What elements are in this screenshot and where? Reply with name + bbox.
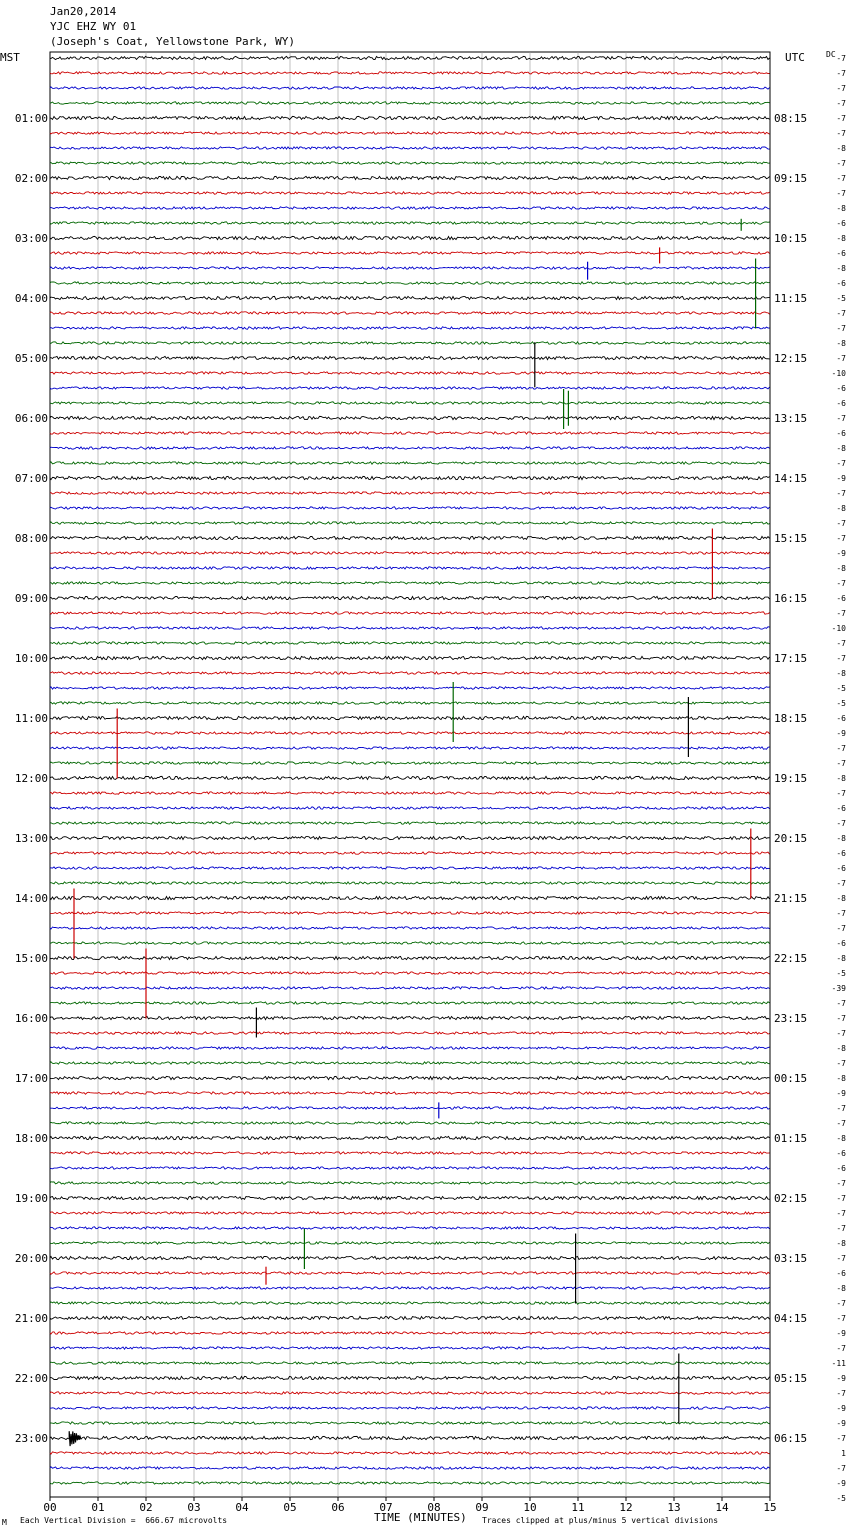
- trace-row: [50, 656, 770, 659]
- dc-offset-label: -5: [836, 1494, 846, 1503]
- left-timezone-label: MST: [0, 51, 20, 64]
- trace-row: [50, 687, 770, 689]
- trace-row: [50, 447, 770, 449]
- right-timezone-label: UTC: [785, 51, 805, 64]
- right-hour-label: 11:15: [774, 292, 808, 305]
- trace-row: [50, 236, 770, 239]
- trace-row: [50, 522, 770, 524]
- dc-offset-label: -5: [836, 969, 846, 978]
- clip-note: Traces clipped at plus/minus 5 vertical divisions: [482, 1516, 719, 1525]
- trace-row: [50, 432, 770, 434]
- trace-row: [50, 132, 770, 134]
- dc-offset-label: -9: [836, 1329, 846, 1338]
- trace-row: [50, 1452, 770, 1454]
- dc-offset-label: -6: [836, 384, 846, 393]
- trace-row: [50, 987, 770, 989]
- right-hour-label: 17:15: [774, 652, 808, 665]
- trace-row: [50, 1316, 770, 1319]
- trace-row: [50, 716, 770, 719]
- dc-offset-label: -7: [836, 654, 846, 663]
- dc-offset-label: -6: [836, 279, 846, 288]
- dc-offset-label: -8: [836, 1284, 846, 1293]
- x-tick-label: 12: [619, 1501, 633, 1514]
- trace-row: [50, 1362, 770, 1364]
- left-hour-label: 12:00: [14, 772, 48, 785]
- dc-offset-label: -6: [836, 1164, 846, 1173]
- trace-row: [50, 1122, 770, 1124]
- x-axis-title: TIME (MINUTES): [374, 1511, 467, 1524]
- trace-row: [50, 1287, 770, 1289]
- trace-row: [50, 1407, 770, 1409]
- trace-row: [50, 1047, 770, 1049]
- dc-offset-label: -7: [836, 1059, 846, 1068]
- dc-offset-label: -7: [836, 54, 846, 63]
- trace-row: [50, 1256, 770, 1259]
- trace-row: [50, 942, 770, 944]
- trace-row: [50, 1002, 770, 1004]
- dc-offset-label: -7: [836, 99, 846, 108]
- dc-offset-label: -8: [836, 774, 846, 783]
- right-hour-label: 04:15: [774, 1312, 808, 1325]
- dc-offset-label: -8: [836, 234, 846, 243]
- right-hour-label: 14:15: [774, 472, 808, 485]
- x-tick-label: 11: [571, 1501, 585, 1514]
- dc-offset-label: -7: [836, 579, 846, 588]
- dc-offset-label: -6: [836, 1149, 846, 1158]
- dc-offset-label: -7: [836, 1434, 846, 1443]
- left-hour-label: 15:00: [14, 952, 48, 965]
- trace-row: [50, 492, 770, 494]
- dc-offset-label: -8: [836, 669, 846, 678]
- dc-offset-label: -8: [836, 144, 846, 153]
- dc-label: DC: [826, 50, 836, 59]
- dc-offset-label: -7: [836, 69, 846, 78]
- trace-row: [50, 1347, 770, 1349]
- left-hour-label: 16:00: [14, 1012, 48, 1025]
- dc-offset-label: -7: [836, 519, 846, 528]
- right-hour-label: 12:15: [774, 352, 808, 365]
- trace-row: [50, 612, 770, 614]
- trace-row: [50, 567, 770, 569]
- header-date: Jan20,2014: [50, 5, 117, 18]
- dc-offset-label: -8: [836, 504, 846, 513]
- dc-offset-label: -6: [836, 804, 846, 813]
- dc-offset-label: -7: [836, 1029, 846, 1038]
- scale-note: Each Vertical Division = 666.67 microvolts: [20, 1516, 228, 1525]
- trace-row: [50, 536, 770, 539]
- dc-offset-label: -7: [836, 1299, 846, 1308]
- left-hour-label: 11:00: [14, 712, 48, 725]
- trace-row: [50, 747, 770, 749]
- x-tick-label: 10: [523, 1501, 537, 1514]
- dc-offset-label: -7: [836, 744, 846, 753]
- dc-offset-label: -7: [836, 1179, 846, 1188]
- trace-row: [50, 1436, 770, 1439]
- dc-offset-label: -7: [836, 639, 846, 648]
- header-location: (Joseph's Coat, Yellowstone Park, WY): [50, 35, 296, 48]
- left-hour-label: 13:00: [14, 832, 48, 845]
- trace-row: [50, 896, 770, 899]
- dc-offset-label: -7: [836, 609, 846, 618]
- trace-row: [50, 1107, 770, 1109]
- dc-offset-label: -7: [836, 309, 846, 318]
- dc-offset-label: -9: [836, 1089, 846, 1098]
- right-hour-label: 02:15: [774, 1192, 808, 1205]
- trace-row: [50, 1392, 770, 1394]
- dc-offset-label: -7: [836, 1314, 846, 1323]
- dc-offset-label: -6: [836, 219, 846, 228]
- dc-offset-label: -6: [836, 714, 846, 723]
- dc-offset-label: -6: [836, 429, 846, 438]
- trace-row: [50, 116, 770, 119]
- trace-row: [50, 476, 770, 479]
- left-hour-label: 01:00: [14, 112, 48, 125]
- dc-offset-label: -6: [836, 864, 846, 873]
- right-hour-label: 03:15: [774, 1252, 808, 1265]
- trace-row: [50, 1272, 770, 1274]
- trace-row: [50, 867, 770, 869]
- trace-row: [50, 1016, 770, 1019]
- dc-offset-label: -9: [836, 1374, 846, 1383]
- trace-row: [50, 1062, 770, 1064]
- trace-row: [50, 732, 770, 734]
- trace-row: [50, 402, 770, 404]
- dc-offset-label: -7: [836, 909, 846, 918]
- dc-offset-label: -8: [836, 444, 846, 453]
- right-hour-label: 05:15: [774, 1372, 808, 1385]
- trace-row: [50, 192, 770, 194]
- dc-offset-label: -7: [836, 459, 846, 468]
- right-hour-label: 09:15: [774, 172, 808, 185]
- dc-offset-label: -5: [836, 699, 846, 708]
- trace-row: [50, 356, 770, 359]
- trace-row: [50, 1032, 770, 1034]
- trace-row: [50, 507, 770, 509]
- dc-offset-label: -7: [836, 1194, 846, 1203]
- trace-row: [50, 1152, 770, 1154]
- trace-row: [50, 327, 770, 329]
- dc-offset-label: -7: [836, 414, 846, 423]
- dc-offset-label: -10: [831, 369, 846, 378]
- x-tick-label: 01: [91, 1501, 105, 1514]
- left-hour-label: 09:00: [14, 592, 48, 605]
- trace-row: [50, 642, 770, 644]
- dc-offset-label: -7: [836, 789, 846, 798]
- right-hour-label: 15:15: [774, 532, 808, 545]
- trace-row: [50, 1422, 770, 1424]
- left-hour-label: 08:00: [14, 532, 48, 545]
- left-hour-label: 10:00: [14, 652, 48, 665]
- dc-offset-label: -6: [836, 939, 846, 948]
- left-hour-label: 22:00: [14, 1372, 48, 1385]
- right-hour-label: 16:15: [774, 592, 808, 605]
- dc-offset-label: -6: [836, 1269, 846, 1278]
- dc-offset-label: -8: [836, 264, 846, 273]
- right-hour-label: 22:15: [774, 952, 808, 965]
- x-tick-label: 13: [667, 1501, 681, 1514]
- trace-row: [50, 852, 770, 854]
- left-hour-label: 19:00: [14, 1192, 48, 1205]
- dc-offset-label: -7: [836, 759, 846, 768]
- x-tick-label: 09: [475, 1501, 489, 1514]
- left-hour-label: 14:00: [14, 892, 48, 905]
- dc-offset-label: -9: [836, 729, 846, 738]
- dc-offset-label: -7: [836, 999, 846, 1008]
- dc-offset-label: -7: [836, 1104, 846, 1113]
- trace-row: [50, 822, 770, 824]
- dc-offset-label: -7: [836, 1254, 846, 1263]
- x-tick-label: 02: [139, 1501, 153, 1514]
- dc-offset-label: -7: [836, 1464, 846, 1473]
- trace-row: [50, 702, 770, 704]
- trace-row: [50, 807, 770, 809]
- trace-row: [50, 462, 770, 464]
- dc-offset-label: -6: [836, 399, 846, 408]
- right-hour-label: 00:15: [774, 1072, 808, 1085]
- dc-offset-label: -7: [836, 174, 846, 183]
- trace-row: [50, 387, 770, 389]
- trace-row: [50, 416, 770, 419]
- dc-offset-label: -9: [836, 1404, 846, 1413]
- trace-row: [50, 792, 770, 794]
- dc-offset-label: -7: [836, 129, 846, 138]
- dc-offset-label: -9: [836, 549, 846, 558]
- dc-offset-label: -6: [836, 849, 846, 858]
- dc-offset-label: -7: [836, 1224, 846, 1233]
- left-hour-label: 05:00: [14, 352, 48, 365]
- left-hour-label: 17:00: [14, 1072, 48, 1085]
- dc-offset-label: -6: [836, 249, 846, 258]
- trace-row: [50, 342, 770, 344]
- dc-offset-label: -7: [836, 1119, 846, 1128]
- trace-row: [50, 252, 770, 254]
- trace-row: [50, 1332, 770, 1334]
- header-station: YJC EHZ WY 01: [50, 20, 137, 33]
- trace-row: [50, 552, 770, 554]
- dc-offset-label: -7: [836, 489, 846, 498]
- trace-row: [50, 176, 770, 179]
- trace-row: [50, 312, 770, 314]
- dc-offset-label: -7: [836, 879, 846, 888]
- right-hour-label: 21:15: [774, 892, 808, 905]
- trace-row: [50, 762, 770, 764]
- x-tick-label: 08: [427, 1501, 441, 1514]
- trace-row: [50, 207, 770, 209]
- corner-mark: M: [2, 1518, 7, 1527]
- right-hour-label: 06:15: [774, 1432, 808, 1445]
- dc-offset-label: -7: [836, 1389, 846, 1398]
- dc-offset-label: -11: [831, 1359, 846, 1368]
- dc-offset-label: -8: [836, 204, 846, 213]
- dc-offset-label: -10: [831, 624, 846, 633]
- right-hour-label: 10:15: [774, 232, 808, 245]
- dc-offset-label: -7: [836, 114, 846, 123]
- dc-offset-label: -5: [836, 684, 846, 693]
- trace-row: [50, 282, 770, 284]
- seismic-event: [69, 1431, 81, 1446]
- dc-offset-label: -7: [836, 324, 846, 333]
- trace-row: [50, 1302, 770, 1304]
- plot-frame: [50, 52, 770, 1497]
- trace-row: [50, 147, 770, 149]
- left-hour-label: 23:00: [14, 1432, 48, 1445]
- right-hour-label: 19:15: [774, 772, 808, 785]
- trace-row: [50, 627, 770, 629]
- trace-row: [50, 596, 770, 599]
- right-hour-label: 01:15: [774, 1132, 808, 1145]
- left-hour-label: 04:00: [14, 292, 48, 305]
- x-tick-label: 00: [43, 1501, 57, 1514]
- left-hour-label: 21:00: [14, 1312, 48, 1325]
- x-tick-label: 04: [235, 1501, 249, 1514]
- left-hour-label: 07:00: [14, 472, 48, 485]
- trace-row: [50, 1076, 770, 1079]
- trace-row: [50, 672, 770, 674]
- x-tick-label: 03: [187, 1501, 201, 1514]
- trace-row: [50, 1212, 770, 1214]
- trace-row: [50, 102, 770, 104]
- trace-row: [50, 912, 770, 914]
- trace-row: [50, 1196, 770, 1199]
- trace-row: [50, 1182, 770, 1184]
- x-tick-label: 06: [331, 1501, 345, 1514]
- dc-offset-label: -8: [836, 339, 846, 348]
- right-hour-label: 20:15: [774, 832, 808, 845]
- dc-offset-label: 1: [841, 1449, 846, 1458]
- right-hour-label: 18:15: [774, 712, 808, 725]
- trace-row: [50, 56, 770, 59]
- right-hour-label: 13:15: [774, 412, 808, 425]
- trace-row: [50, 87, 770, 89]
- trace-row: [50, 1167, 770, 1169]
- dc-offset-label: -9: [836, 474, 846, 483]
- left-hour-label: 03:00: [14, 232, 48, 245]
- x-tick-label: 15: [763, 1501, 777, 1514]
- dc-offset-label: -7: [836, 534, 846, 543]
- dc-offset-label: -6: [836, 594, 846, 603]
- trace-row: [50, 296, 770, 299]
- trace-row: [50, 972, 770, 974]
- dc-offset-label: -7: [836, 189, 846, 198]
- trace-row: [50, 1376, 770, 1379]
- trace-row: [50, 836, 770, 839]
- trace-row: [50, 1092, 770, 1094]
- right-hour-label: 23:15: [774, 1012, 808, 1025]
- trace-row: [50, 1467, 770, 1469]
- dc-offset-label: -8: [836, 954, 846, 963]
- dc-offset-label: -7: [836, 1344, 846, 1353]
- right-hour-label: 08:15: [774, 112, 808, 125]
- dc-offset-label: -7: [836, 354, 846, 363]
- trace-row: [50, 372, 770, 374]
- left-hour-label: 18:00: [14, 1132, 48, 1145]
- dc-offset-label: -8: [836, 564, 846, 573]
- trace-row: [50, 267, 770, 269]
- dc-offset-label: -7: [836, 924, 846, 933]
- dc-offset-label: -7: [836, 1209, 846, 1218]
- dc-offset-label: -7: [836, 159, 846, 168]
- trace-row: [50, 1242, 770, 1244]
- dc-offset-label: -7: [836, 1014, 846, 1023]
- dc-offset-label: -8: [836, 1074, 846, 1083]
- dc-offset-label: -9: [836, 1419, 846, 1428]
- dc-offset-label: -5: [836, 294, 846, 303]
- left-hour-label: 06:00: [14, 412, 48, 425]
- trace-row: [50, 776, 770, 779]
- left-hour-label: 20:00: [14, 1252, 48, 1265]
- dc-offset-label: -8: [836, 1239, 846, 1248]
- dc-offset-label: -7: [836, 84, 846, 93]
- dc-offset-label: -8: [836, 1134, 846, 1143]
- x-tick-label: 05: [283, 1501, 297, 1514]
- trace-row: [50, 956, 770, 959]
- trace-row: [50, 1227, 770, 1229]
- dc-offset-label: -8: [836, 894, 846, 903]
- trace-row: [50, 72, 770, 74]
- x-tick-label: 14: [715, 1501, 729, 1514]
- trace-row: [50, 882, 770, 884]
- trace-row: [50, 162, 770, 164]
- dc-offset-label: -9: [836, 1479, 846, 1488]
- left-hour-label: 02:00: [14, 172, 48, 185]
- trace-row: [50, 582, 770, 584]
- x-tick-label: 07: [379, 1501, 393, 1514]
- dc-offset-label: -8: [836, 1044, 846, 1053]
- trace-row: [50, 222, 770, 224]
- trace-row: [50, 927, 770, 929]
- dc-offset-label: -39: [831, 984, 846, 993]
- dc-offset-label: -7: [836, 819, 846, 828]
- trace-row: [50, 1136, 770, 1139]
- dc-offset-label: -8: [836, 834, 846, 843]
- trace-row: [50, 1482, 770, 1484]
